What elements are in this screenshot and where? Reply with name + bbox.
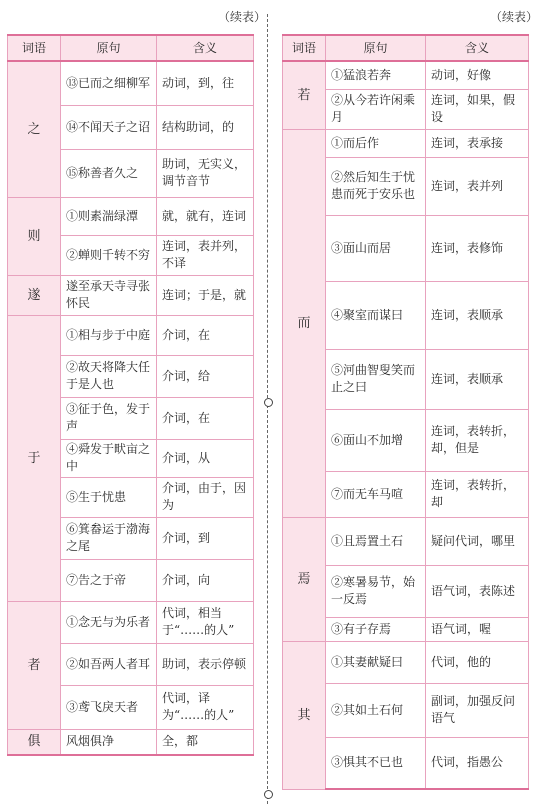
binding-hole-icon [264, 398, 273, 407]
meaning-cell: 助词，无实义，调节音节 [157, 149, 254, 197]
meaning-cell: 连词，表并列 [426, 157, 529, 215]
sentence-cell: ③鸢飞戾天者 [61, 685, 157, 729]
table-row [283, 129, 529, 157]
table-row [8, 197, 254, 235]
word-cell: 俱 [8, 729, 61, 755]
sentence-cell: ①且焉置土石 [326, 517, 426, 565]
vocab-table-left [7, 34, 254, 756]
word-cell: 者 [8, 601, 61, 729]
sentence-cell: ②蝉则千转不穷 [61, 235, 157, 275]
meaning-cell: 连词，表顺承 [426, 281, 529, 349]
meaning-cell: 结构助词，的 [157, 105, 254, 149]
sentence-cell: ②其如土石何 [326, 683, 426, 737]
sentence-cell: ⑦告之于帝 [61, 559, 157, 601]
meaning-cell: 介词，从 [157, 439, 254, 477]
header-sentence: 原句 [61, 35, 157, 61]
page-divider [267, 14, 268, 804]
sentence-cell: ③征于色，发于声 [61, 397, 157, 439]
table-row [283, 641, 529, 683]
sentence-cell: ①其妻献疑曰 [326, 641, 426, 683]
word-cell: 若 [283, 61, 326, 129]
meaning-cell: 连词，如果，假设 [426, 89, 529, 129]
meaning-cell: 连词；于是，就 [157, 275, 254, 315]
meaning-cell: 介词，给 [157, 355, 254, 397]
sentence-cell: ⑮称善者久之 [61, 149, 157, 197]
meaning-cell: 代词，译为“……的人” [157, 685, 254, 729]
sentence-cell: 遂至承天寺寻张怀民 [61, 275, 157, 315]
word-cell: 于 [8, 315, 61, 601]
sentence-cell: ⑥面山不加增 [326, 409, 426, 471]
meaning-cell: 副词，加强反问语气 [426, 683, 529, 737]
sentence-cell: ②从今若许闲乘月 [326, 89, 426, 129]
word-cell: 之 [8, 61, 61, 197]
table-header-row [8, 35, 254, 61]
continued-label-left: （续表） [218, 10, 267, 24]
meaning-cell: 代词，相当于“……的人” [157, 601, 254, 643]
meaning-cell: 连词，表承接 [426, 129, 529, 157]
sentence-cell: ①则素湍绿潭 [61, 197, 157, 235]
sentence-cell: ⑤河曲智叟笑而止之曰 [326, 349, 426, 409]
word-cell: 遂 [8, 275, 61, 315]
meaning-cell: 连词，表并列，不译 [157, 235, 254, 275]
sentence-cell: ③惧其不已也 [326, 737, 426, 789]
sentence-cell: ③有子存焉 [326, 617, 426, 641]
sentence-cell: ④聚室而谋曰 [326, 281, 426, 349]
meaning-cell: 就，就有，连词 [157, 197, 254, 235]
meaning-cell: 介词，到 [157, 517, 254, 559]
header-meaning: 含义 [426, 35, 529, 61]
sentence-cell: ⑭不闻天子之诏 [61, 105, 157, 149]
sentence-cell: ③面山而居 [326, 215, 426, 281]
continued-label-right: （续表） [490, 10, 539, 24]
sentence-cell: ⑤生于忧患 [61, 477, 157, 517]
word-cell: 其 [283, 641, 326, 789]
table-row [8, 61, 254, 105]
meaning-cell: 动词，好像 [426, 61, 529, 89]
table-header-row [283, 35, 529, 61]
meaning-cell: 代词，他的 [426, 641, 529, 683]
meaning-cell: 语气词，喔 [426, 617, 529, 641]
sentence-cell: ②如吾两人者耳 [61, 643, 157, 685]
word-cell: 焉 [283, 517, 326, 641]
table-row [283, 61, 529, 89]
meaning-cell: 介词，向 [157, 559, 254, 601]
meaning-cell: 介词，在 [157, 315, 254, 355]
meaning-cell: 连词，表顺承 [426, 349, 529, 409]
sentence-cell: ①相与步于中庭 [61, 315, 157, 355]
vocab-table-right [282, 34, 529, 790]
sentence-cell: ②寒暑易节，始一反焉 [326, 565, 426, 617]
meaning-cell: 动词，到，往 [157, 61, 254, 105]
header-sentence: 原句 [326, 35, 426, 61]
word-cell: 则 [8, 197, 61, 275]
meaning-cell: 疑问代词，哪里 [426, 517, 529, 565]
meaning-cell: 全，都 [157, 729, 254, 755]
sentence-cell: ②故天将降大任于是人也 [61, 355, 157, 397]
table-row [8, 275, 254, 315]
header-word: 词语 [8, 35, 61, 61]
table-row [283, 517, 529, 565]
sentence-cell: ⑦而无车马喧 [326, 471, 426, 517]
meaning-cell: 助词，表示停顿 [157, 643, 254, 685]
sentence-cell: ⑥箕畚运于渤海之尾 [61, 517, 157, 559]
sentence-cell: ①猛浪若奔 [326, 61, 426, 89]
sentence-cell: 风烟俱净 [61, 729, 157, 755]
sentence-cell: ①而后作 [326, 129, 426, 157]
table-row [8, 729, 254, 755]
sentence-cell: ④舜发于畎亩之中 [61, 439, 157, 477]
meaning-cell: 语气词，表陈述 [426, 565, 529, 617]
sentence-cell: ②然后知生于忧患而死于安乐也 [326, 157, 426, 215]
table-row [8, 601, 254, 643]
table-row [8, 315, 254, 355]
header-meaning: 含义 [157, 35, 254, 61]
meaning-cell: 连词，表转折，却 [426, 471, 529, 517]
sentence-cell: ①念无与为乐者 [61, 601, 157, 643]
meaning-cell: 代词，指愚公 [426, 737, 529, 789]
meaning-cell: 连词，表转折，却，但是 [426, 409, 529, 471]
meaning-cell: 介词，由于，因为 [157, 477, 254, 517]
meaning-cell: 连词，表修饰 [426, 215, 529, 281]
meaning-cell: 介词，在 [157, 397, 254, 439]
binding-hole-icon [264, 790, 273, 799]
word-cell: 而 [283, 129, 326, 517]
sentence-cell: ⑬已而之细柳军 [61, 61, 157, 105]
header-word: 词语 [283, 35, 326, 61]
